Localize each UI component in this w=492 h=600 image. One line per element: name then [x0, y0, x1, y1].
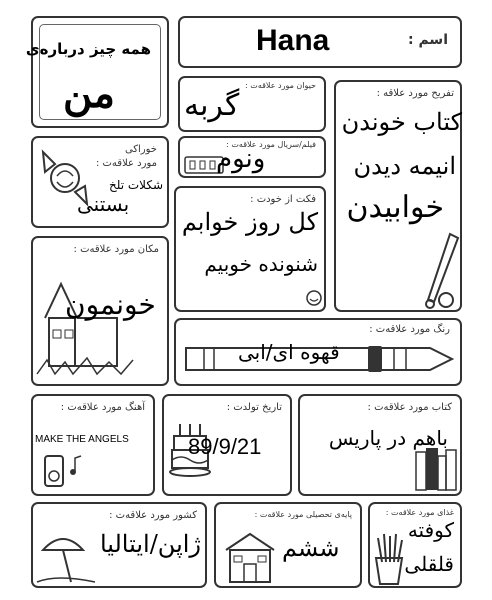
birthday-box: [162, 394, 292, 496]
hobby-value-3: خوابیدن: [346, 190, 444, 225]
food-box: [31, 136, 169, 228]
food-label-line1: خوراکی: [124, 144, 157, 155]
book-label: کتاب مورد علاقه‌ت :: [367, 402, 452, 413]
beach-umbrella-icon: [37, 526, 97, 586]
film-label: فیلم/سریال مورد علاقه‌ت :: [226, 140, 316, 149]
name-label: اسم :: [407, 32, 448, 48]
dish-label: غذای مورد علاقه‌ت :: [385, 508, 454, 517]
pet-label: حیوان مورد علاقه‌ت :: [245, 81, 316, 90]
book-value: باهم در پاریس: [328, 426, 448, 450]
country-value: ژاپن/ایتالیا: [99, 530, 201, 558]
page-title-line1: همه چیز درباره‌ی: [25, 40, 151, 58]
dish-value-2: قلقلی: [404, 552, 454, 576]
birthday-value: 89/9/21: [188, 434, 262, 459]
hobby-value-1: کتاب خوندن: [341, 108, 462, 136]
film-value: ونوم: [216, 144, 266, 174]
hobby-box: [334, 80, 462, 312]
song-box: [31, 394, 155, 496]
country-label: کشور مورد علاقه‌ت :: [109, 510, 197, 521]
food-label-line2: مورد علاقه‌ت :: [95, 158, 157, 169]
song-value: MAKE THE ANGELS: [35, 434, 129, 445]
food-value-1: شکلات تلخ: [108, 178, 163, 192]
place-label: مکان مورد علاقه‌ت :: [73, 244, 159, 255]
film-box: [178, 136, 326, 178]
song-label: آهنگ مورد علاقه‌ت :: [60, 402, 145, 413]
music-player-icon: [41, 452, 91, 492]
title-box: [25, 16, 169, 128]
pet-value: گربه: [184, 88, 240, 123]
place-value: خونمون: [65, 288, 156, 321]
birthday-label: تاریخ تولدت :: [226, 402, 282, 413]
hobby-label: تفریح مورد علاقه :: [376, 88, 454, 99]
food-value-2: بستنی: [77, 192, 130, 216]
page-title-line2: من: [63, 70, 115, 117]
book-box: [298, 394, 462, 496]
fact-box: [174, 186, 326, 312]
grade-label: پایه‌ی تحصیلی مورد علاقه‌ت :: [254, 510, 352, 519]
name-value: Hana: [256, 24, 330, 57]
grade-value: ششم: [282, 534, 340, 562]
dish-box: [368, 502, 462, 588]
baseball-bat-icon: [420, 232, 460, 312]
fries-icon: [372, 532, 406, 586]
fact-value-2: شنونده خوبیم: [204, 252, 318, 276]
name-box: [178, 16, 462, 68]
color-label: رنگ مورد علاقه‌ت :: [369, 324, 450, 335]
country-box: [31, 502, 207, 588]
place-box: [31, 236, 169, 386]
color-box: [174, 318, 462, 386]
pet-box: [178, 76, 326, 132]
school-icon: [222, 528, 278, 586]
smiley-icon: [306, 290, 322, 306]
fact-label: فکت از خودت :: [250, 194, 316, 205]
hobby-value-2: انیمه دیدن: [353, 152, 456, 180]
grade-box: [214, 502, 362, 588]
fact-value-1: کل روز خوابم: [181, 208, 318, 236]
dish-value-1: کوفته: [407, 518, 454, 542]
color-value: قهوه ای/ابی: [238, 340, 340, 364]
